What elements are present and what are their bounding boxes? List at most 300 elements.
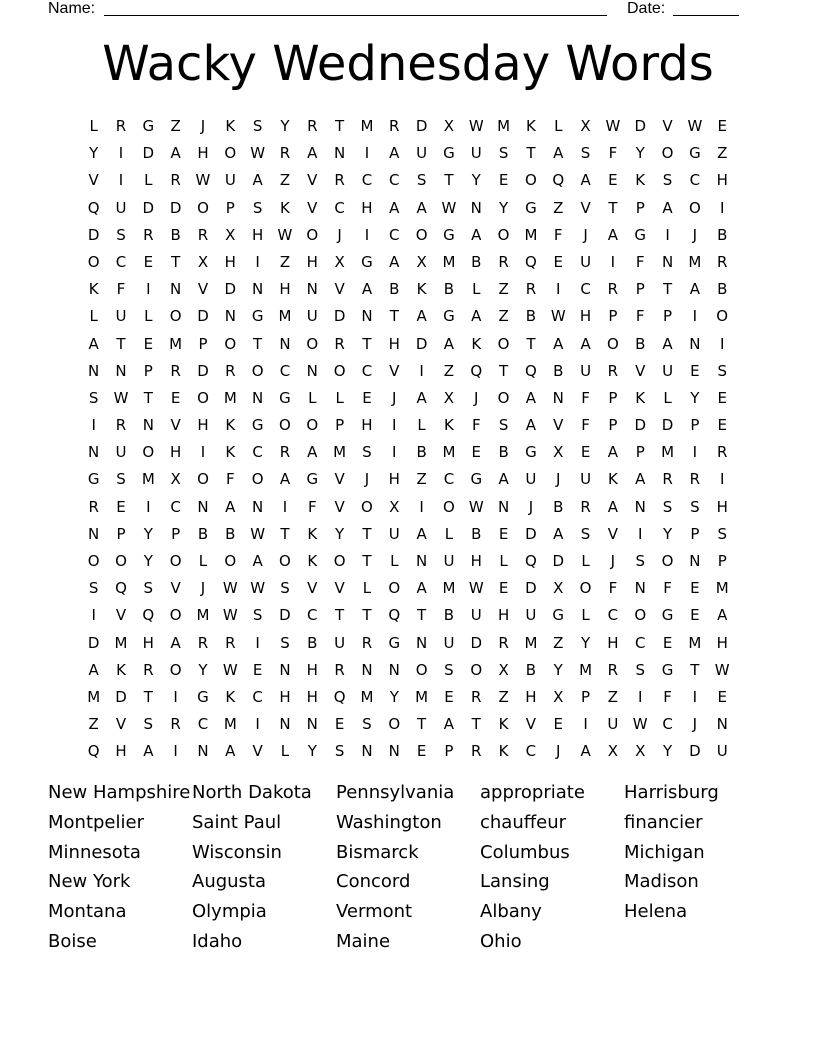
grid-letter[interactable]: Z	[553, 633, 564, 652]
grid-letter[interactable]: G	[552, 606, 565, 625]
grid-letter[interactable]: A	[662, 334, 673, 353]
grid-letter[interactable]: I	[200, 443, 206, 462]
grid-letter[interactable]: R	[307, 117, 318, 135]
grid-letter[interactable]: O	[661, 552, 674, 570]
grid-letter[interactable]: E	[717, 416, 727, 435]
grid-letter[interactable]: S	[635, 552, 645, 570]
grid-letter[interactable]: F	[663, 579, 672, 598]
grid-letter[interactable]: D	[87, 633, 100, 652]
grid-letter[interactable]: S	[334, 742, 345, 761]
grid-letter[interactable]: A	[143, 742, 154, 761]
grid-letter[interactable]: Y	[389, 687, 399, 706]
grid-letter[interactable]: R	[607, 660, 619, 679]
grid-letter[interactable]: A	[717, 606, 728, 625]
grid-letter[interactable]: E	[580, 443, 591, 462]
grid-letter[interactable]: R	[225, 361, 236, 380]
grid-letter[interactable]: C	[361, 171, 373, 190]
grid-letter[interactable]: N	[306, 361, 318, 380]
grid-letter[interactable]: W	[632, 715, 648, 734]
grid-letter[interactable]: U	[525, 606, 537, 625]
grid-letter[interactable]: L	[144, 171, 153, 190]
grid-letter[interactable]: I	[364, 225, 370, 244]
grid-letter[interactable]: V	[607, 524, 619, 543]
grid-letter[interactable]: C	[389, 225, 400, 244]
grid-letter[interactable]: D	[552, 552, 565, 570]
grid-letter[interactable]: R	[279, 443, 291, 462]
grid-letter[interactable]: R	[143, 660, 154, 679]
grid-letter[interactable]: N	[415, 552, 428, 570]
grid-letter[interactable]: F	[553, 225, 563, 244]
grid-letter[interactable]: E	[143, 334, 154, 353]
grid-letter[interactable]: P	[198, 334, 208, 353]
grid-letter[interactable]: R	[334, 660, 345, 679]
grid-letter[interactable]: R	[334, 171, 345, 190]
grid-letter[interactable]: A	[170, 144, 181, 163]
grid-letter[interactable]: K	[88, 280, 99, 299]
grid-letter[interactable]: S	[662, 497, 673, 516]
grid-letter[interactable]: G	[197, 687, 209, 706]
grid-letter[interactable]: F	[581, 388, 590, 407]
grid-letter[interactable]: Y	[89, 144, 99, 163]
grid-letter[interactable]: R	[115, 416, 127, 435]
grid-letter[interactable]: K	[225, 117, 236, 135]
grid-letter[interactable]: E	[252, 660, 263, 679]
grid-letter[interactable]: H	[115, 742, 127, 761]
grid-letter[interactable]: C	[689, 171, 701, 190]
grid-letter[interactable]: H	[579, 307, 592, 326]
grid-letter[interactable]: O	[87, 552, 100, 570]
grid-letter[interactable]: I	[719, 198, 725, 217]
grid-letter[interactable]: W	[550, 307, 566, 326]
grid-letter[interactable]: E	[717, 117, 727, 135]
grid-letter[interactable]: S	[280, 579, 290, 598]
grid-letter[interactable]: R	[279, 144, 291, 163]
grid-letter[interactable]: E	[362, 388, 372, 407]
grid-letter[interactable]: K	[416, 280, 427, 299]
grid-letter[interactable]: Y	[280, 117, 290, 135]
grid-letter[interactable]: A	[553, 334, 564, 353]
grid-letter[interactable]: N	[306, 280, 318, 299]
grid-letter[interactable]: V	[252, 742, 263, 761]
grid-letter[interactable]: N	[361, 742, 373, 761]
grid-letter[interactable]: I	[146, 497, 151, 516]
date-blank-line[interactable]	[673, 15, 739, 16]
grid-letter[interactable]: K	[471, 334, 482, 353]
grid-letter[interactable]: K	[307, 524, 318, 543]
grid-letter[interactable]: W	[113, 388, 129, 407]
grid-letter[interactable]: C	[443, 470, 455, 489]
grid-letter[interactable]: X	[553, 687, 564, 706]
grid-letter[interactable]: B	[443, 606, 455, 625]
grid-letter[interactable]: H	[197, 416, 209, 435]
grid-letter[interactable]: O	[169, 307, 182, 326]
grid-letter[interactable]: O	[115, 552, 127, 570]
grid-letter[interactable]: L	[417, 416, 426, 435]
grid-letter[interactable]: A	[580, 742, 591, 761]
grid-letter[interactable]: J	[528, 497, 534, 516]
grid-letter[interactable]: M	[497, 117, 511, 135]
grid-letter[interactable]: R	[689, 470, 701, 489]
grid-letter[interactable]: C	[525, 742, 537, 761]
grid-letter[interactable]: T	[662, 280, 673, 299]
grid-letter[interactable]: P	[690, 524, 700, 543]
grid-letter[interactable]: J	[364, 470, 370, 489]
grid-letter[interactable]: L	[280, 742, 290, 761]
grid-letter[interactable]: I	[610, 252, 616, 271]
grid-letter[interactable]: S	[143, 579, 154, 598]
grid-letter[interactable]: K	[525, 117, 536, 135]
grid-letter[interactable]: H	[716, 171, 728, 190]
grid-letter[interactable]: Z	[717, 144, 728, 163]
grid-letter[interactable]: N	[252, 280, 264, 299]
grid-letter[interactable]: R	[498, 252, 509, 271]
grid-letter[interactable]: G	[525, 198, 537, 217]
grid-letter[interactable]: W	[468, 117, 484, 135]
grid-letter[interactable]: R	[471, 687, 482, 706]
grid-letter[interactable]: G	[306, 470, 319, 489]
grid-letter[interactable]: Y	[662, 742, 673, 761]
grid-letter[interactable]: N	[716, 715, 728, 734]
grid-letter[interactable]: Y	[143, 552, 153, 570]
grid-letter[interactable]: L	[390, 552, 399, 570]
grid-letter[interactable]: I	[118, 144, 124, 163]
grid-letter[interactable]: C	[252, 443, 263, 462]
grid-letter[interactable]: O	[224, 144, 237, 163]
grid-letter[interactable]: I	[255, 633, 260, 652]
grid-letter[interactable]: F	[635, 252, 645, 271]
grid-letter[interactable]: D	[197, 361, 209, 380]
grid-letter[interactable]: M	[579, 660, 593, 679]
grid-letter[interactable]: N	[689, 552, 701, 570]
grid-letter[interactable]: A	[88, 334, 99, 353]
grid-letter[interactable]: U	[115, 443, 127, 462]
grid-letter[interactable]: Q	[525, 361, 537, 380]
grid-letter[interactable]: J	[556, 470, 561, 489]
grid-letter[interactable]: A	[225, 497, 236, 516]
grid-letter[interactable]: O	[470, 660, 483, 679]
grid-letter[interactable]: H	[361, 416, 373, 435]
grid-letter[interactable]: P	[335, 416, 345, 435]
grid-letter[interactable]: N	[361, 307, 373, 326]
grid-letter[interactable]: E	[690, 579, 700, 598]
grid-letter[interactable]: O	[197, 198, 209, 217]
grid-letter[interactable]: D	[169, 198, 182, 217]
grid-letter[interactable]: S	[690, 497, 700, 516]
grid-letter[interactable]: M	[415, 687, 429, 706]
grid-letter[interactable]: L	[362, 579, 372, 598]
grid-letter[interactable]: B	[553, 497, 564, 516]
grid-letter[interactable]: Z	[498, 280, 509, 299]
grid-letter[interactable]: D	[634, 117, 646, 135]
grid-letter[interactable]: G	[443, 144, 455, 163]
grid-letter[interactable]: S	[252, 117, 263, 135]
grid-letter[interactable]: B	[525, 307, 537, 326]
grid-letter[interactable]: X	[553, 443, 564, 462]
grid-letter[interactable]: T	[362, 606, 372, 625]
grid-letter[interactable]: I	[419, 497, 424, 516]
grid-letter[interactable]: T	[526, 334, 536, 353]
grid-letter[interactable]: A	[389, 198, 400, 217]
grid-letter[interactable]: P	[143, 361, 153, 380]
grid-letter[interactable]: K	[607, 470, 618, 489]
grid-letter[interactable]: A	[361, 280, 373, 299]
grid-letter[interactable]: H	[525, 687, 537, 706]
grid-letter[interactable]: M	[715, 579, 729, 598]
grid-letter[interactable]: E	[553, 252, 563, 271]
grid-letter[interactable]: R	[607, 280, 619, 299]
grid-letter[interactable]: T	[417, 606, 427, 625]
grid-letter[interactable]: E	[444, 687, 454, 706]
grid-letter[interactable]: Q	[142, 606, 155, 625]
grid-letter[interactable]: S	[635, 660, 645, 679]
grid-letter[interactable]: P	[635, 443, 645, 462]
grid-letter[interactable]: P	[225, 198, 235, 217]
grid-letter[interactable]: H	[197, 144, 209, 163]
grid-letter[interactable]: T	[116, 334, 126, 353]
grid-letter[interactable]: Z	[170, 117, 181, 135]
grid-letter[interactable]: O	[142, 443, 155, 462]
grid-letter[interactable]: V	[307, 171, 318, 190]
grid-letter[interactable]: U	[334, 633, 346, 652]
grid-letter[interactable]: K	[225, 416, 236, 435]
grid-letter[interactable]: O	[497, 334, 510, 353]
grid-letter[interactable]: N	[170, 280, 182, 299]
grid-letter[interactable]: Y	[471, 171, 481, 190]
grid-letter[interactable]: X	[607, 742, 619, 761]
grid-letter[interactable]: D	[197, 307, 209, 326]
grid-letter[interactable]: V	[197, 280, 209, 299]
grid-letter[interactable]: D	[689, 742, 701, 761]
grid-letter[interactable]: H	[388, 334, 400, 353]
grid-letter[interactable]: M	[442, 252, 456, 271]
grid-letter[interactable]: C	[607, 606, 619, 625]
grid-letter[interactable]: I	[692, 443, 698, 462]
grid-letter[interactable]: H	[251, 225, 264, 244]
grid-letter[interactable]: N	[415, 633, 428, 652]
grid-letter[interactable]: O	[333, 552, 346, 570]
grid-letter[interactable]: N	[689, 334, 701, 353]
grid-letter[interactable]: A	[307, 144, 318, 163]
grid-letter[interactable]: R	[389, 117, 400, 135]
grid-letter[interactable]: V	[662, 117, 673, 135]
grid-letter[interactable]: B	[443, 280, 455, 299]
grid-letter[interactable]: R	[225, 633, 236, 652]
grid-letter[interactable]: M	[442, 443, 456, 462]
grid-letter[interactable]: O	[606, 334, 619, 353]
grid-letter[interactable]: A	[607, 497, 619, 516]
grid-letter[interactable]: C	[170, 497, 181, 516]
grid-letter[interactable]: Y	[198, 660, 208, 679]
grid-letter[interactable]: U	[470, 144, 482, 163]
grid-letter[interactable]: N	[388, 660, 400, 679]
grid-letter[interactable]: T	[280, 524, 290, 543]
grid-letter[interactable]: H	[170, 443, 182, 462]
grid-letter[interactable]: V	[334, 280, 345, 299]
grid-letter[interactable]: P	[635, 280, 645, 299]
grid-letter[interactable]: Z	[416, 470, 427, 489]
grid-letter[interactable]: Z	[443, 361, 455, 380]
grid-letter[interactable]: J	[474, 388, 479, 407]
grid-letter[interactable]: Q	[115, 579, 127, 598]
grid-letter[interactable]: A	[389, 252, 400, 271]
grid-letter[interactable]: P	[116, 524, 126, 543]
grid-letter[interactable]: N	[388, 742, 400, 761]
grid-letter[interactable]: I	[91, 606, 96, 625]
grid-letter[interactable]: M	[688, 633, 702, 652]
grid-letter[interactable]: Y	[662, 524, 673, 543]
grid-letter[interactable]: I	[118, 171, 124, 190]
grid-letter[interactable]: A	[635, 470, 646, 489]
grid-letter[interactable]: Q	[333, 687, 346, 706]
grid-letter[interactable]: D	[142, 198, 155, 217]
grid-letter[interactable]: S	[143, 715, 154, 734]
grid-letter[interactable]: D	[279, 606, 291, 625]
grid-letter[interactable]: G	[361, 252, 373, 271]
grid-letter[interactable]: Z	[279, 252, 291, 271]
grid-letter[interactable]: Y	[690, 388, 700, 407]
grid-letter[interactable]: T	[362, 524, 372, 543]
grid-letter[interactable]: I	[392, 443, 397, 462]
grid-letter[interactable]: T	[335, 117, 345, 135]
grid-letter[interactable]: D	[224, 280, 237, 299]
grid-letter[interactable]: R	[334, 334, 345, 353]
grid-letter[interactable]: O	[279, 552, 291, 570]
grid-letter[interactable]: X	[580, 117, 591, 135]
grid-letter[interactable]: A	[389, 144, 400, 163]
grid-letter[interactable]: T	[362, 552, 372, 570]
grid-letter[interactable]: I	[692, 687, 698, 706]
grid-letter[interactable]: E	[717, 388, 727, 407]
grid-letter[interactable]: B	[498, 443, 509, 462]
grid-letter[interactable]: E	[334, 715, 345, 734]
grid-letter[interactable]: W	[468, 579, 484, 598]
grid-letter[interactable]: J	[692, 225, 698, 244]
grid-letter[interactable]: O	[716, 307, 729, 326]
grid-letter[interactable]: S	[252, 198, 263, 217]
grid-letter[interactable]: E	[416, 742, 427, 761]
grid-letter[interactable]: Y	[580, 633, 591, 652]
grid-letter[interactable]: R	[143, 225, 154, 244]
grid-letter[interactable]: Z	[607, 687, 619, 706]
grid-letter[interactable]: O	[388, 715, 401, 734]
grid-letter[interactable]: L	[581, 552, 590, 570]
grid-letter[interactable]: M	[114, 633, 128, 652]
grid-letter[interactable]: V	[334, 497, 345, 516]
grid-letter[interactable]: D	[333, 307, 346, 326]
grid-letter[interactable]: T	[608, 198, 618, 217]
grid-letter[interactable]: Y	[553, 660, 563, 679]
grid-letter[interactable]: H	[142, 633, 154, 652]
grid-letter[interactable]: A	[553, 524, 564, 543]
grid-letter[interactable]: O	[361, 497, 373, 516]
grid-letter[interactable]: U	[388, 524, 400, 543]
grid-letter[interactable]: V	[635, 361, 646, 380]
grid-letter[interactable]: N	[142, 416, 154, 435]
grid-letter[interactable]: S	[580, 144, 591, 163]
grid-letter[interactable]: Y	[635, 144, 645, 163]
grid-letter[interactable]: A	[170, 633, 181, 652]
grid-letter[interactable]: F	[608, 579, 618, 598]
grid-letter[interactable]: A	[553, 144, 564, 163]
grid-letter[interactable]: H	[306, 252, 318, 271]
grid-letter[interactable]: N	[552, 388, 564, 407]
grid-letter[interactable]: J	[583, 225, 588, 244]
grid-letter[interactable]: G	[661, 660, 674, 679]
grid-letter[interactable]: G	[87, 470, 100, 489]
grid-letter[interactable]: H	[279, 280, 291, 299]
grid-letter[interactable]: S	[280, 633, 290, 652]
grid-letter[interactable]: C	[634, 633, 646, 652]
grid-letter[interactable]: C	[115, 252, 127, 271]
grid-letter[interactable]: S	[717, 361, 727, 380]
grid-letter[interactable]: B	[389, 280, 400, 299]
grid-letter[interactable]: Y	[143, 524, 153, 543]
grid-letter[interactable]: X	[170, 470, 181, 489]
grid-letter[interactable]: O	[251, 361, 264, 380]
grid-letter[interactable]: T	[171, 252, 181, 271]
grid-letter[interactable]: E	[143, 252, 154, 271]
grid-letter[interactable]: J	[337, 225, 342, 244]
grid-letter[interactable]: K	[498, 715, 509, 734]
grid-letter[interactable]: Q	[552, 171, 565, 190]
grid-letter[interactable]: Z	[279, 171, 291, 190]
grid-letter[interactable]: M	[333, 443, 347, 462]
grid-letter[interactable]: F	[471, 416, 481, 435]
grid-letter[interactable]: J	[610, 552, 616, 570]
grid-letter[interactable]: L	[581, 606, 590, 625]
grid-letter[interactable]: Z	[553, 198, 564, 217]
grid-letter[interactable]: D	[142, 144, 155, 163]
grid-letter[interactable]: G	[470, 470, 483, 489]
grid-letter[interactable]: M	[141, 470, 155, 489]
grid-letter[interactable]: W	[222, 606, 238, 625]
grid-letter[interactable]: G	[634, 225, 647, 244]
grid-letter[interactable]: R	[471, 742, 482, 761]
grid-letter[interactable]: A	[252, 171, 263, 190]
grid-letter[interactable]: P	[717, 552, 727, 570]
grid-letter[interactable]: A	[525, 416, 537, 435]
grid-letter[interactable]: E	[690, 606, 700, 625]
grid-letter[interactable]: A	[471, 307, 482, 326]
grid-letter[interactable]: O	[443, 497, 455, 516]
grid-letter[interactable]: U	[115, 307, 127, 326]
grid-letter[interactable]: I	[665, 225, 670, 244]
grid-letter[interactable]: G	[142, 117, 155, 135]
grid-letter[interactable]: D	[87, 225, 100, 244]
grid-letter[interactable]: I	[638, 524, 643, 543]
grid-letter[interactable]: B	[525, 660, 537, 679]
grid-letter[interactable]: N	[224, 307, 236, 326]
grid-letter[interactable]: H	[497, 606, 510, 625]
grid-letter[interactable]: L	[144, 307, 153, 326]
grid-letter[interactable]: E	[170, 388, 181, 407]
grid-letter[interactable]: C	[334, 198, 345, 217]
grid-letter[interactable]: R	[716, 443, 728, 462]
grid-letter[interactable]: W	[250, 524, 266, 543]
grid-letter[interactable]: S	[88, 579, 99, 598]
grid-letter[interactable]: D	[634, 416, 646, 435]
grid-letter[interactable]: H	[361, 198, 373, 217]
grid-letter[interactable]: C	[580, 280, 591, 299]
grid-letter[interactable]: M	[87, 687, 101, 706]
grid-letter[interactable]: W	[687, 117, 703, 135]
grid-letter[interactable]: V	[389, 361, 400, 380]
grid-letter[interactable]: N	[197, 742, 209, 761]
grid-letter[interactable]: Z	[498, 307, 509, 326]
grid-letter[interactable]: L	[89, 117, 98, 135]
grid-letter[interactable]: I	[692, 307, 698, 326]
grid-letter[interactable]: D	[525, 579, 537, 598]
